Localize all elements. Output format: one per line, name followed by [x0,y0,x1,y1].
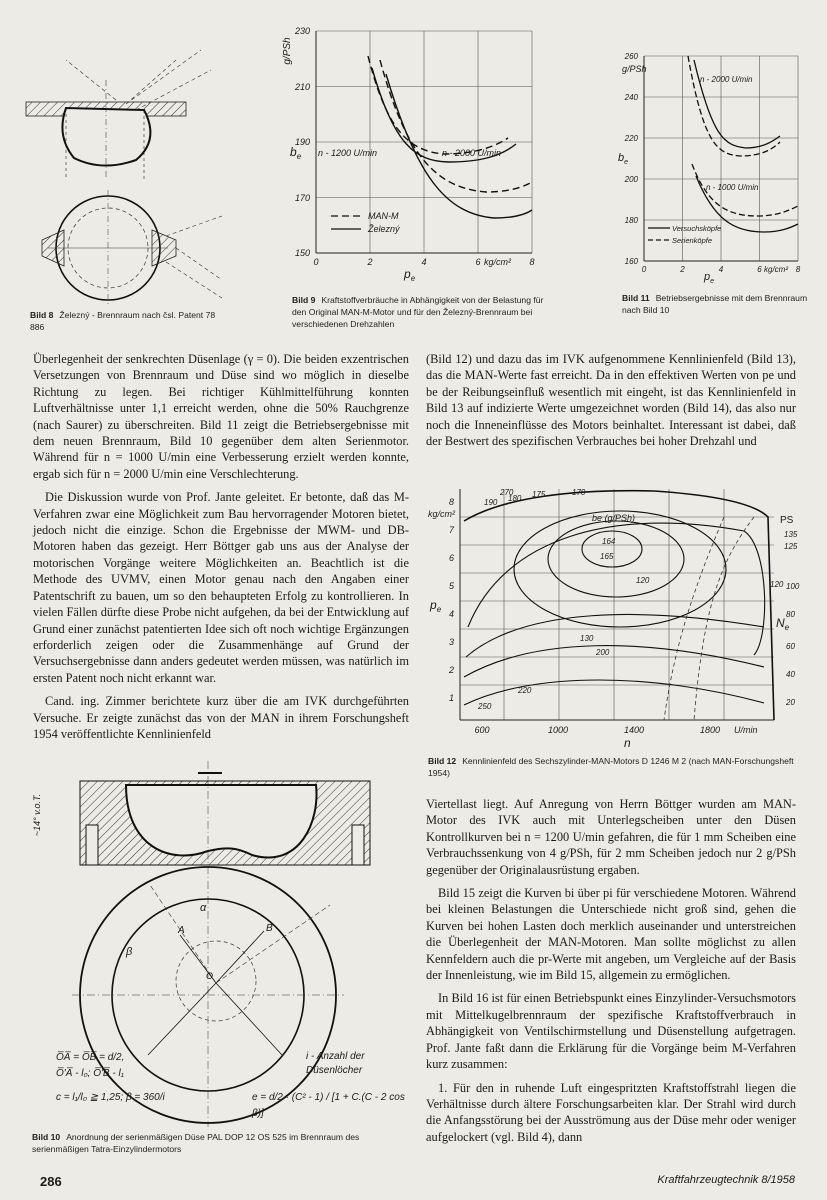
paragraph: Cand. ing. Zimmer berichtete kurz über die am IVK durchgeführten Versuche. Er zeigte zunächst das von der MAN in ihrem Forschungsheft 1954 veröffentlichte Kennlinienfeld [33,694,409,741]
paragraph: Bild 15 zeigt die Kurven bi über pi für verschiedene Motoren. Während bei kleinen Belastungen die Unterschiede nicht groß sind, gehen die Kurven bei hohen Lasten doch merklich auseinander und unterstreichen die Überlegenheit der MAN-Motoren. Man sollte möglichst zu allen Kennfeldern auch die pr-Werte mit angeben, um Vergleiche auf der Basis der Innenleistung, wie im Bild 15, allgemein zu ermöglichen. [426,886,796,983]
fig12-ysub: e [436,605,442,614]
fig11-ytick: 200 [624,175,638,184]
paragraph: Viertellast liegt. Auf Anregung von Herrn Böttger wurden am MAN-Motor des IVK auch mit Unterlegscheiben unter den Düsen Kontrollkurven bei n = 1200 U/min gefahren, die für 1 mm Scheiben eine Verbrauchssenkung von 4 g/PSh, für 2 mm Scheiben jedoch nur 2 g/PSh gegenüber der Originalausrüstung ergaben. [426,797,796,877]
fig9-ylabel: g/PSh [282,37,293,65]
fig12-xtick: 600 [474,725,490,735]
fig9-xtick: 8 [529,257,535,267]
fig12-contour-label: 170 [572,488,586,497]
svg-text:be [618,152,628,166]
fig9-man-2000 [380,60,532,192]
fig11-label-n2000: n - 2000 U/min [700,75,753,84]
svg-text:B: B [266,923,273,934]
fig12-ps-label: PS [780,515,794,526]
fig12-contour-label: 120 [636,576,650,585]
fig12-ysym: p [430,598,437,612]
fig9-ytick: 190 [294,137,310,147]
figure-12-chart [424,477,814,752]
fig9-legend-man: MAN-M [368,211,399,221]
svg-text:A: A [178,925,185,936]
paragraph: (Bild 12) und dazu das im IVK aufgenommene Kennlinienfeld (Bild 13), das die MAN-Werte fast erreicht. Da in den effektiven Werten von pe und be der Reibungseinfluß wesentlich mit eingeht, ist das Kennlinienfeld in Bild 13 auf indizierte Werte umgezeichnet worden (Bild 14), das also nur noch die Inneneinflüsse des Motors beinhaltet. Interessant ist dabei, daß der Bestwert des spezifischen Verbrauches bei hoher Drehzahl und [426,352,796,449]
fig11-xtick: 2 [680,265,685,274]
svg-text:pe [703,271,714,285]
fig10-formula-1: O̅A̅ = O̅B̅ = d/2, [56,1052,125,1063]
article-column-right-top [426,351,796,456]
fig11-legend-v: Versuchsköpfe [672,224,722,233]
fig9-ytick: 150 [294,248,310,258]
fig11-label-n1000: n - 1000 U/min [706,183,759,192]
figure-8-caption: Bild 8 Železný - Brennraum nach čsl. Patent 78 886 [30,310,216,332]
figure-9-chart [276,16,556,291]
fig11-ytick: 260 [624,52,638,61]
paragraph: Die Diskussion wurde von Prof. Jante geleitet. Er betonte, daß das M-Verfahren zwar eine Möglichkeit zum Bau hervorragender Motoren bietet, jedoch nicht die einzige. Schon die Ergebnisse der MWM- und DB-Motoren haben das gezeigt. Herr Böttger gab uns aus der Analyse der motorischen Vorgänge weitere Möglichkeiten an. Beachtlich ist die Methode des UVMV, einen Motor genau nach den Angaben einer Patentschrift zu bauen, um so den behaupteten Erfolg zu kontrollieren. In vielen Fällen dürfte diese Probe nicht aufgehen, da bei der Entwicklung auf Grund einer zunächst patentierten Idee sich oft noch wichtige Ergänzungen erforderlich zeigen oder die Zusammenhänge auf Grund der Versuchsergebnisse dann anders gedeutet werden müssen, was natürlich im ersten Patent noch nicht erkannt war. [33,490,409,685]
fig12-ne-sym: N [776,616,785,630]
fig11-xsub: e [710,278,715,285]
fig9-ytick: 210 [294,82,310,92]
fig12-ytick: 1 [448,693,454,703]
paragraph: Überlegenheit der senkrechten Düsenlage (γ = 0). Die beiden exzentrischen Versetzungen von Brennraum und Düse sind wo möglich in dieselbe Richtung zu legen. Bei richtiger Kühlmittelführung konnten Luftverhältnisse unter 1,1 erreicht werden, ohne die 50% Rauchgrenze (nach Saurer) zu überschreiten. Bild 11 zeigt die Betriebsergebnisse mit dem neuen Brennraum, Bild 10 gegenüber dem alten Serienmotor. Während für n = 1000 U/min eine Verbesserung erzielt werden konnte, ergab sich für n = 2000 U/min eine Verschlechterung. [33,352,409,481]
fig11-ylabel: g/PSh [622,64,647,74]
fig9-xtick: 4 [421,257,427,267]
fig12-contour-label: 164 [602,537,616,546]
fig12-contour-label: 180 [508,494,522,503]
fig12-ytick: 4 [448,609,454,619]
fig9-xtick: 0 [313,257,319,267]
fig12-xtick: 1400 [623,725,645,735]
fig12-contour-label: 250 [478,702,492,711]
fig11-ysym: b [618,152,625,164]
fig12-ytick: 2 [448,665,454,675]
fig9-man-1200 [368,56,508,154]
fig9-ytick: 230 [294,26,310,36]
fig9-xsub: e [410,274,416,283]
fig9-xsym: p [404,267,411,281]
fig12-contour-label: 130 [580,634,594,643]
figure-11-chart [608,46,808,285]
fig12-ytick: 3 [448,637,454,647]
fig12-ps-tick: 40 [786,670,795,679]
fig10-formula-4: i - Anzahl der Düsenlöcher [306,1051,365,1076]
fig10-formula-2: O̅'A̅ - l₀; O̅'B̅ - l₁ [56,1068,124,1079]
fig12-contour-label: 175 [532,490,546,499]
fig9-xtick: 6 [475,257,481,267]
fig12-contour-label: 200 [596,648,610,657]
fig10-formula-5: e = d/2 · (C² - 1) / [1 + C.(C - 2 cos β)] [252,1092,405,1119]
paragraph: In Bild 16 ist für einen Betriebspunkt eines Einzylinder-Versuchsmotors mit Mittelkugelbrennraum der spezifische Kraftstoffverbrauch in Abhängigkeit von Ventilschirmstellung und Düsenstellung aufgetragen. Prof. Jante faßt dann die Erklärung für die Vorgänge beim M-Verfahren kurz zusammen: [426,991,796,1072]
fig11-xtick: 6 [757,265,762,274]
fig12-xunit: U/min [734,725,758,735]
figure-9-caption: Bild 9 Kraftstoffverbräuche in Abhängigkeit von der Belastung für den Original MAN-M-Motor und für den Železný-Brennraum bei verschiedenen Drehzahlen [292,295,544,329]
fig12-contour-label: 220 [518,686,532,695]
fig12-ps-tick: 100 [786,582,800,591]
fig11-xunit: kg/cm² [764,265,788,274]
fig12-legend: be (g/PSh) [592,513,636,523]
svg-text:pe [403,267,416,283]
fig11-xtick: 0 [641,265,647,274]
fig12-ytick: 8 [448,497,454,507]
fig9-grid [316,31,532,253]
fig12-ytick: 5 [448,581,454,591]
fig9-xtick: 2 [367,257,373,267]
svg-text:pe [429,598,442,614]
article-column-left [33,351,409,749]
fig10-angle-label: ~14° v.o.T. [32,793,42,837]
fig12-contour-label: 190 [484,498,498,507]
fig12-ps-tick: 20 [786,698,795,707]
journal-name: Kraftfahrzeugtechnik 8/1958 [657,1174,795,1186]
svg-text:β: β [126,946,133,958]
fig10-formula-3: c = l₁/l₀ ≧ 1,25; β = 360/i [56,1092,165,1103]
fig11-xtick: 4 [718,265,724,274]
svg-text:O: O [206,971,214,981]
figure-12-caption: Bild 12 Kennlinienfeld des Sechszylinder-MAN-Motors D 1246 M 2 (nach MAN-Forschungsheft 1954) [428,756,794,778]
fig12-ylabel: kg/cm² [428,509,455,519]
fig12-xtick: 1000 [547,725,569,735]
fig9-ysub: e [296,152,302,161]
fig12-xtick: 1800 [699,725,721,735]
fig12-contour-label: 165 [600,552,614,561]
fig12-ytick: 6 [448,553,454,563]
figure-8-drawing [26,40,226,310]
fig11-xsym: p [704,271,711,283]
page-number: 286 [40,1174,62,1189]
fig9-label-n1200: n - 1200 U/min [318,148,378,158]
fig11-ytick: 180 [624,216,638,225]
fig9-xunit: kg/cm² [484,257,511,267]
figure-10-formulas [56,1050,414,1122]
fig12-contour-label: 270 [500,488,514,497]
svg-text:α: α [200,902,207,914]
fig11-ytick: 220 [624,134,638,143]
figure-10-caption: Bild 10 Anordnung der serienmäßigen Düse PAL DOP 12 OS 525 im Brennraum des serienmäßigen Tatra-Einzylindermotors [32,1132,360,1154]
page-footer [0,1172,827,1194]
fig12-ps-tick: 135 [784,530,798,539]
fig12-ne-sub: e [784,623,790,632]
fig12-ytick: 7 [448,525,454,535]
fig12-ps-tick: 120 [770,580,784,589]
fig12-ps-tick: 80 [786,610,795,619]
svg-text:be [290,145,302,161]
fig9-label-n2000: n - 2000 U/min [442,148,502,158]
fig12-xsym: n [624,736,631,750]
fig11-ytick: 240 [624,93,638,102]
fig12-ps-tick: 60 [786,642,795,651]
fig9-ytick: 170 [294,193,310,203]
fig12-ps-tick: 125 [784,542,798,551]
fig11-ytick: 160 [624,257,638,266]
fig9-ysym: b [290,145,297,159]
fig11-xtick: 8 [795,265,801,274]
article-column-right-bottom [426,796,796,1152]
fig11-ysub: e [624,159,629,166]
figure-11-caption: Bild 11 Betriebsergebnisse mit dem Brennraum nach Bild 10 [622,293,808,315]
paragraph: 1. Für den in ruhende Luft eingespritzten Kraftstoffstrahl liegen die Verhältnisse durch ältere Forschungsarbeiten klar. Der Strahl wird durch die Anfangsstörung bei der Ausströmung aus der Düse mehr oder weniger aufgelockert (vgl. Bild 4), dann [426,1080,796,1144]
fig9-legend-zel: Železný [368,224,400,234]
fig11-legend-s: Serienköpfe [672,236,713,245]
